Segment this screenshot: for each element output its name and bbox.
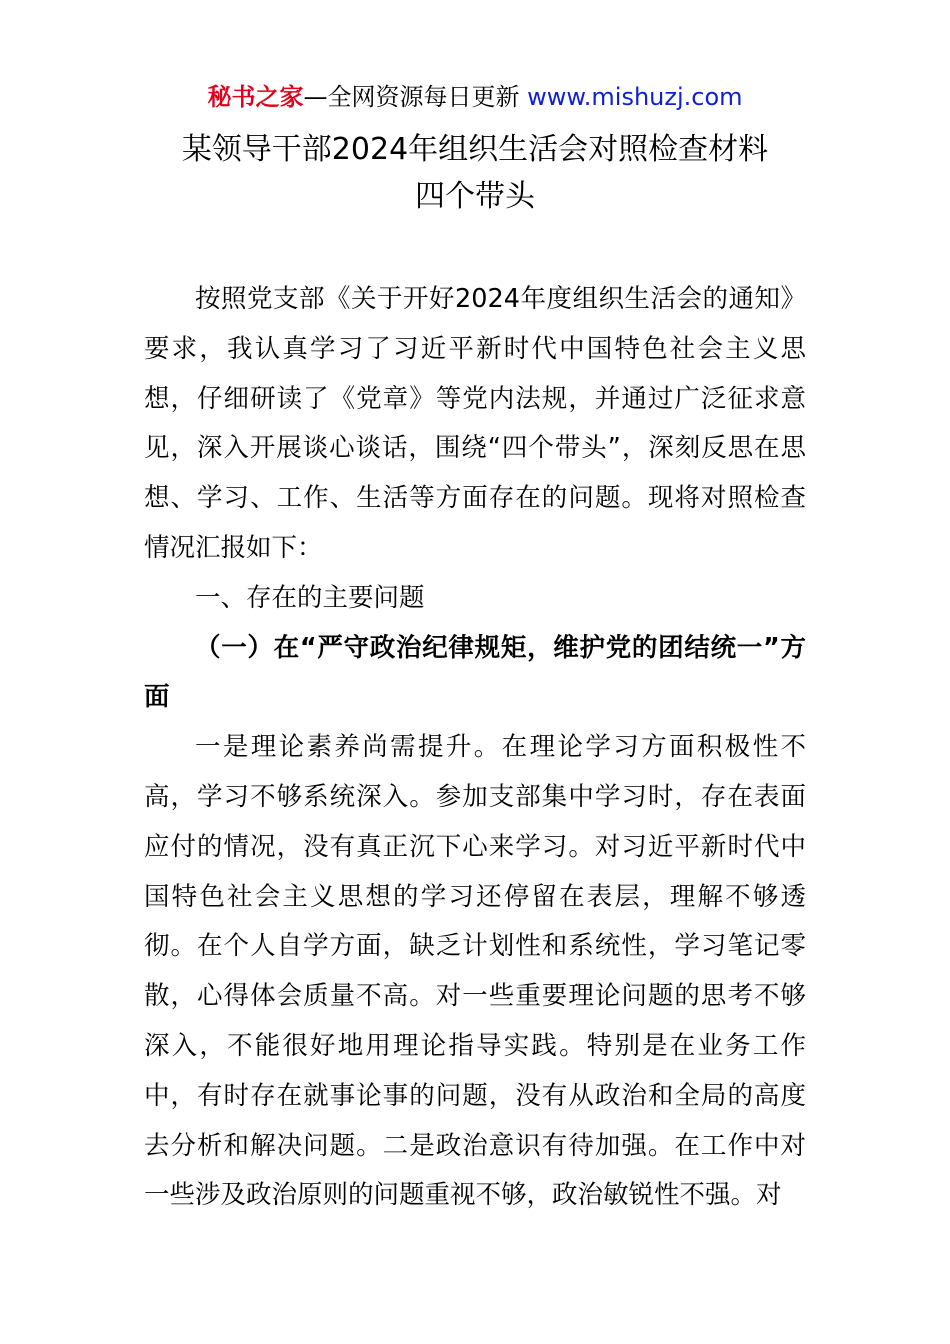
brand-name: 秘书之家: [207, 83, 304, 111]
document-title: 某领导干部2024年组织生活会对照检查材料: [181, 132, 769, 167]
site-header: [0, 80, 950, 114]
document-subtitle: 四个带头: [415, 179, 535, 214]
body-paragraph: 一是理论素养尚需提升。在理论学习方面积极性不高，学习不够系统深入。参加支部集中学习时，存在表面应付的情况，没有真正沉下心来学习。对习近平新时代中国特色社会主义思想的学习还停留在表层，理解不够透彻。在个人自学方面，缺乏计划性和系统性，学习笔记零散，心得体会质量不高。对一些重要理论问题的思考不够深入，不能很好地用理论指导实践。特别是在业务工作中，有时存在就事论事的问题，没有从政治和全局的高度去分析和解决问题。二是政治意识有待加强。在工作中对一些涉及政治原则的问题重视不够，政治敏锐性不强。对: [144, 732, 806, 1211]
header-tagline: —全网资源每日更新: [303, 83, 528, 111]
intro-paragraph: 按照党支部《关于开好2024年度组织生活会的通知》要求，我认真学习了习近平新时代中国特色社会主义思想，仔细研读了《党章》等党内法规，并通过广泛征求意见，深入开展谈心谈话，围绕“四个带头”，深刻反思在思想、学习、工作、生活等方面存在的问题。现将对照检查情况汇报如下：: [144, 284, 806, 563]
section-heading: 一、存在的主要问题: [195, 582, 425, 613]
document-body: [144, 275, 806, 1221]
subsection-heading: （一）在“严守政治纪律规矩，维护党的团结统一”方面: [144, 632, 806, 713]
site-url-link[interactable]: www.mishuzj.com: [527, 83, 743, 111]
